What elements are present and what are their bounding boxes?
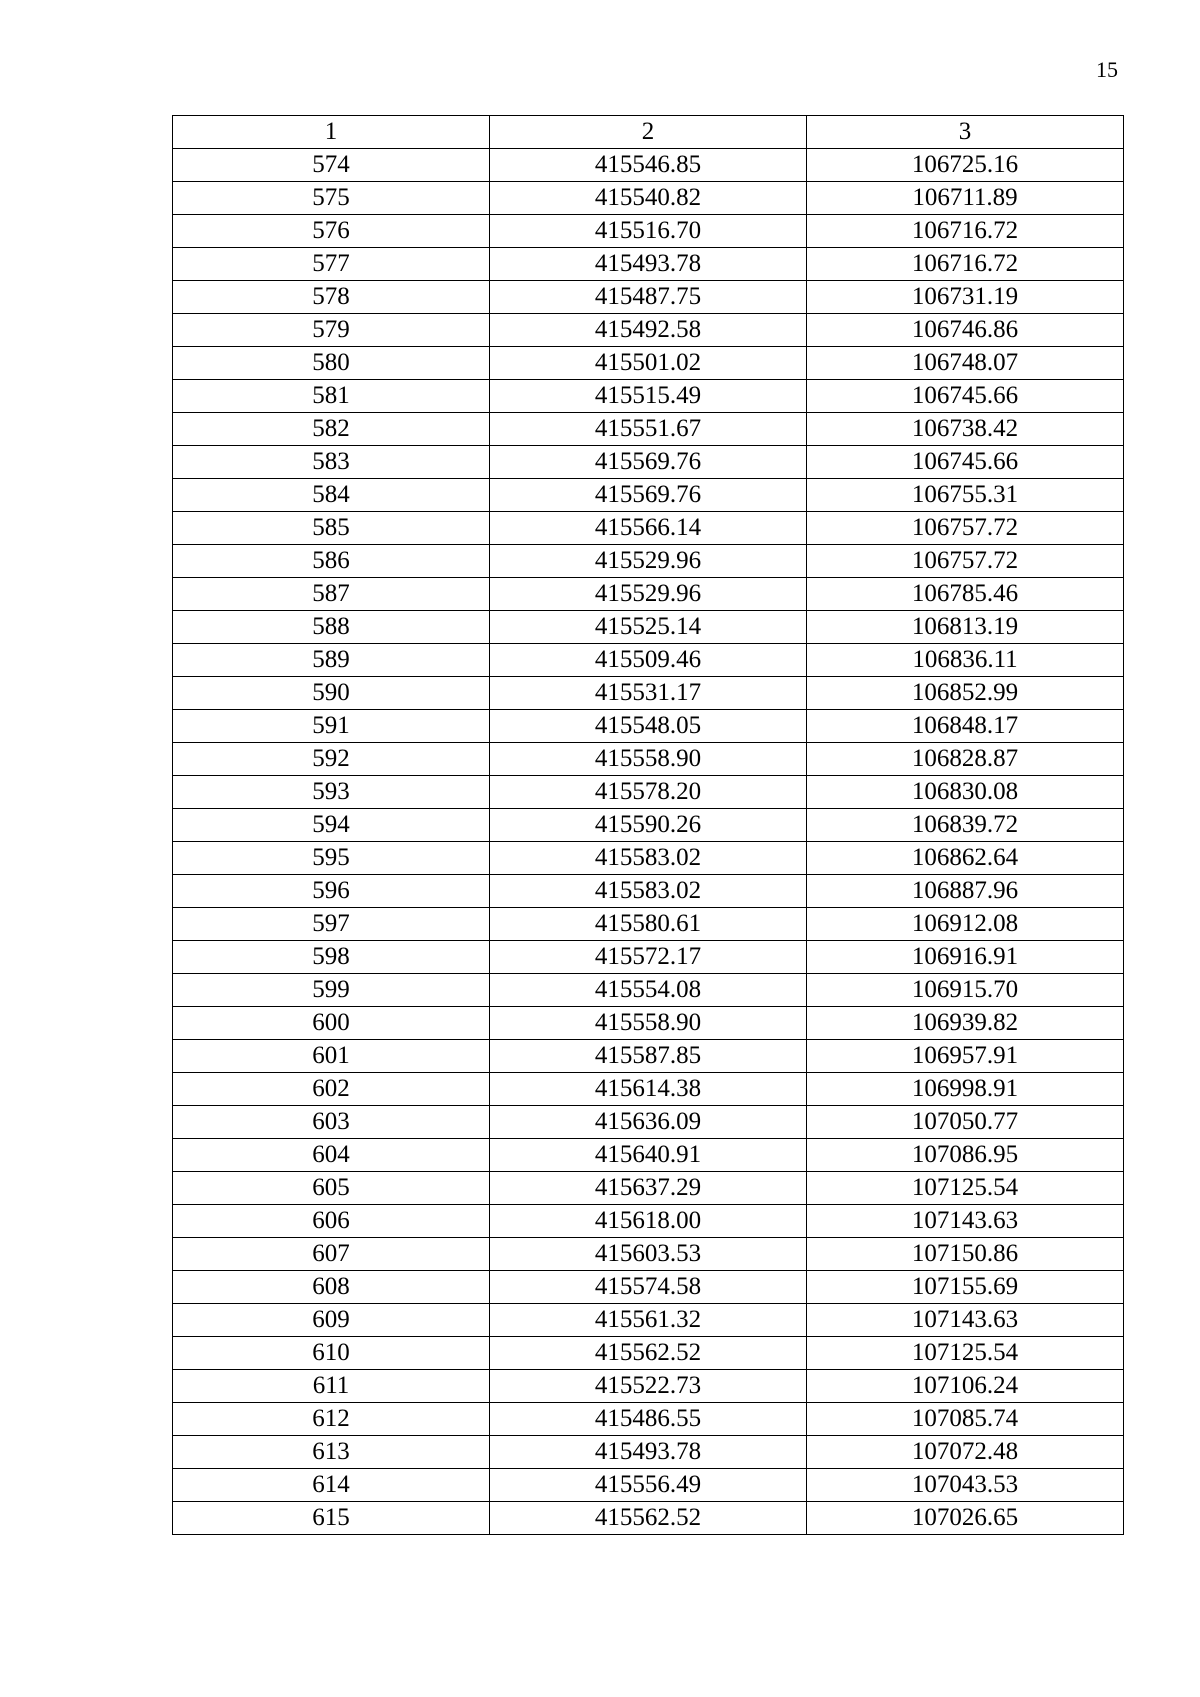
point-number-cell: 592 xyxy=(173,743,490,776)
table-row xyxy=(173,281,1124,314)
table-row xyxy=(173,314,1124,347)
coordinate-y-cell: 106939.82 xyxy=(807,1007,1124,1040)
table-row xyxy=(173,1040,1124,1073)
table-row xyxy=(173,1007,1124,1040)
table-row xyxy=(173,446,1124,479)
coordinate-y-cell: 106912.08 xyxy=(807,908,1124,941)
coordinate-x-cell: 415556.49 xyxy=(490,1469,807,1502)
coordinate-y-cell: 106957.91 xyxy=(807,1040,1124,1073)
table-row xyxy=(173,710,1124,743)
coordinate-x-cell: 415562.52 xyxy=(490,1502,807,1535)
coordinate-y-cell: 106887.96 xyxy=(807,875,1124,908)
table-row xyxy=(173,215,1124,248)
column-header-2: 2 xyxy=(490,116,807,149)
table-row xyxy=(173,545,1124,578)
table-row xyxy=(173,413,1124,446)
coordinate-x-cell: 415572.17 xyxy=(490,941,807,974)
coordinate-x-cell: 415558.90 xyxy=(490,1007,807,1040)
table-row xyxy=(173,1139,1124,1172)
table-row xyxy=(173,974,1124,1007)
table-row xyxy=(173,1403,1124,1436)
point-number-cell: 585 xyxy=(173,512,490,545)
coordinate-y-cell: 107150.86 xyxy=(807,1238,1124,1271)
table-row xyxy=(173,875,1124,908)
table-row xyxy=(173,1304,1124,1337)
table-row xyxy=(173,578,1124,611)
table-row xyxy=(173,1073,1124,1106)
coordinate-x-cell: 415561.32 xyxy=(490,1304,807,1337)
point-number-cell: 595 xyxy=(173,842,490,875)
coordinate-x-cell: 415640.91 xyxy=(490,1139,807,1172)
coordinate-x-cell: 415509.46 xyxy=(490,644,807,677)
table-row xyxy=(173,1172,1124,1205)
coordinate-y-cell: 106748.07 xyxy=(807,347,1124,380)
column-header-1: 1 xyxy=(173,116,490,149)
coordinate-x-cell: 415540.82 xyxy=(490,182,807,215)
coordinate-y-cell: 106916.91 xyxy=(807,941,1124,974)
coordinate-y-cell: 107043.53 xyxy=(807,1469,1124,1502)
coordinate-x-cell: 415574.58 xyxy=(490,1271,807,1304)
coordinate-y-cell: 106813.19 xyxy=(807,611,1124,644)
coordinate-x-cell: 415548.05 xyxy=(490,710,807,743)
coordinate-x-cell: 415493.78 xyxy=(490,1436,807,1469)
coordinate-y-cell: 107026.65 xyxy=(807,1502,1124,1535)
point-number-cell: 601 xyxy=(173,1040,490,1073)
table-row xyxy=(173,1106,1124,1139)
table-row xyxy=(173,248,1124,281)
table-row xyxy=(173,1238,1124,1271)
table-row xyxy=(173,347,1124,380)
coordinate-y-cell: 106848.17 xyxy=(807,710,1124,743)
coordinate-y-cell: 106828.87 xyxy=(807,743,1124,776)
column-header-3: 3 xyxy=(807,116,1124,149)
coordinate-x-cell: 415637.29 xyxy=(490,1172,807,1205)
coordinate-y-cell: 106725.16 xyxy=(807,149,1124,182)
coordinate-x-cell: 415590.26 xyxy=(490,809,807,842)
coordinate-y-cell: 106716.72 xyxy=(807,215,1124,248)
coordinate-x-cell: 415487.75 xyxy=(490,281,807,314)
point-number-cell: 598 xyxy=(173,941,490,974)
point-number-cell: 591 xyxy=(173,710,490,743)
coordinate-x-cell: 415516.70 xyxy=(490,215,807,248)
coordinate-x-cell: 415636.09 xyxy=(490,1106,807,1139)
point-number-cell: 584 xyxy=(173,479,490,512)
table-row xyxy=(173,149,1124,182)
coordinate-x-cell: 415492.58 xyxy=(490,314,807,347)
coordinate-y-cell: 106862.64 xyxy=(807,842,1124,875)
coordinate-x-cell: 415529.96 xyxy=(490,545,807,578)
coordinate-y-cell: 107072.48 xyxy=(807,1436,1124,1469)
coordinate-y-cell: 106998.91 xyxy=(807,1073,1124,1106)
coordinate-y-cell: 107086.95 xyxy=(807,1139,1124,1172)
point-number-cell: 578 xyxy=(173,281,490,314)
coordinates-table xyxy=(172,115,1124,1535)
point-number-cell: 600 xyxy=(173,1007,490,1040)
table-row xyxy=(173,644,1124,677)
coordinate-y-cell: 107125.54 xyxy=(807,1337,1124,1370)
coordinate-y-cell: 107106.24 xyxy=(807,1370,1124,1403)
coordinate-y-cell: 106716.72 xyxy=(807,248,1124,281)
point-number-cell: 603 xyxy=(173,1106,490,1139)
coordinate-x-cell: 415614.38 xyxy=(490,1073,807,1106)
coordinate-y-cell: 106836.11 xyxy=(807,644,1124,677)
coordinate-x-cell: 415486.55 xyxy=(490,1403,807,1436)
point-number-cell: 575 xyxy=(173,182,490,215)
coordinate-y-cell: 106757.72 xyxy=(807,512,1124,545)
table-row xyxy=(173,1370,1124,1403)
point-number-cell: 588 xyxy=(173,611,490,644)
coordinate-y-cell: 106755.31 xyxy=(807,479,1124,512)
coordinate-x-cell: 415493.78 xyxy=(490,248,807,281)
coordinate-y-cell: 107143.63 xyxy=(807,1205,1124,1238)
coordinate-y-cell: 106746.86 xyxy=(807,314,1124,347)
table-row xyxy=(173,1271,1124,1304)
coordinate-x-cell: 415554.08 xyxy=(490,974,807,1007)
coordinate-y-cell: 106839.72 xyxy=(807,809,1124,842)
coordinate-x-cell: 415522.73 xyxy=(490,1370,807,1403)
coordinate-y-cell: 106830.08 xyxy=(807,776,1124,809)
coordinate-y-cell: 106738.42 xyxy=(807,413,1124,446)
point-number-cell: 599 xyxy=(173,974,490,1007)
coordinate-y-cell: 106757.72 xyxy=(807,545,1124,578)
coordinate-y-cell: 106915.70 xyxy=(807,974,1124,1007)
point-number-cell: 608 xyxy=(173,1271,490,1304)
point-number-cell: 582 xyxy=(173,413,490,446)
point-number-cell: 580 xyxy=(173,347,490,380)
point-number-cell: 606 xyxy=(173,1205,490,1238)
table-row xyxy=(173,842,1124,875)
coordinate-x-cell: 415566.14 xyxy=(490,512,807,545)
point-number-cell: 597 xyxy=(173,908,490,941)
point-number-cell: 610 xyxy=(173,1337,490,1370)
table-row xyxy=(173,1337,1124,1370)
point-number-cell: 612 xyxy=(173,1403,490,1436)
coordinate-x-cell: 415569.76 xyxy=(490,446,807,479)
coordinate-y-cell: 106745.66 xyxy=(807,380,1124,413)
coordinate-x-cell: 415558.90 xyxy=(490,743,807,776)
table-row xyxy=(173,479,1124,512)
point-number-cell: 596 xyxy=(173,875,490,908)
table-row xyxy=(173,182,1124,215)
point-number-cell: 583 xyxy=(173,446,490,479)
point-number-cell: 605 xyxy=(173,1172,490,1205)
table-row xyxy=(173,908,1124,941)
point-number-cell: 587 xyxy=(173,578,490,611)
page-number: 15 xyxy=(1096,57,1118,82)
point-number-cell: 594 xyxy=(173,809,490,842)
table-row xyxy=(173,512,1124,545)
point-number-cell: 590 xyxy=(173,677,490,710)
coordinate-x-cell: 415525.14 xyxy=(490,611,807,644)
coordinate-x-cell: 415515.49 xyxy=(490,380,807,413)
point-number-cell: 615 xyxy=(173,1502,490,1535)
table-row xyxy=(173,1205,1124,1238)
coordinate-x-cell: 415618.00 xyxy=(490,1205,807,1238)
coordinate-y-cell: 107155.69 xyxy=(807,1271,1124,1304)
coordinate-x-cell: 415587.85 xyxy=(490,1040,807,1073)
header-row xyxy=(173,116,1124,149)
point-number-cell: 611 xyxy=(173,1370,490,1403)
coordinate-y-cell: 106745.66 xyxy=(807,446,1124,479)
point-number-cell: 579 xyxy=(173,314,490,347)
point-number-cell: 577 xyxy=(173,248,490,281)
table-row xyxy=(173,380,1124,413)
point-number-cell: 589 xyxy=(173,644,490,677)
table-row xyxy=(173,611,1124,644)
table-row xyxy=(173,1469,1124,1502)
coordinate-y-cell: 106711.89 xyxy=(807,182,1124,215)
coordinate-y-cell: 107125.54 xyxy=(807,1172,1124,1205)
coordinate-x-cell: 415603.53 xyxy=(490,1238,807,1271)
coordinate-y-cell: 107143.63 xyxy=(807,1304,1124,1337)
coordinate-y-cell: 107085.74 xyxy=(807,1403,1124,1436)
point-number-cell: 613 xyxy=(173,1436,490,1469)
coordinate-x-cell: 415583.02 xyxy=(490,842,807,875)
coordinate-x-cell: 415580.61 xyxy=(490,908,807,941)
table-row xyxy=(173,1502,1124,1535)
coordinate-x-cell: 415501.02 xyxy=(490,347,807,380)
point-number-cell: 614 xyxy=(173,1469,490,1502)
table-row xyxy=(173,743,1124,776)
coordinate-x-cell: 415569.76 xyxy=(490,479,807,512)
table-row xyxy=(173,677,1124,710)
point-number-cell: 593 xyxy=(173,776,490,809)
table-row xyxy=(173,776,1124,809)
coordinate-x-cell: 415551.67 xyxy=(490,413,807,446)
coordinate-y-cell: 106731.19 xyxy=(807,281,1124,314)
point-number-cell: 609 xyxy=(173,1304,490,1337)
point-number-cell: 602 xyxy=(173,1073,490,1106)
point-number-cell: 586 xyxy=(173,545,490,578)
point-number-cell: 574 xyxy=(173,149,490,182)
coordinate-x-cell: 415578.20 xyxy=(490,776,807,809)
coordinate-x-cell: 415529.96 xyxy=(490,578,807,611)
table-row xyxy=(173,941,1124,974)
coordinate-x-cell: 415531.17 xyxy=(490,677,807,710)
point-number-cell: 581 xyxy=(173,380,490,413)
table-row xyxy=(173,809,1124,842)
point-number-cell: 604 xyxy=(173,1139,490,1172)
point-number-cell: 607 xyxy=(173,1238,490,1271)
table-body xyxy=(173,149,1124,1535)
coordinate-x-cell: 415546.85 xyxy=(490,149,807,182)
coordinate-y-cell: 107050.77 xyxy=(807,1106,1124,1139)
coordinate-x-cell: 415562.52 xyxy=(490,1337,807,1370)
point-number-cell: 576 xyxy=(173,215,490,248)
coordinate-x-cell: 415583.02 xyxy=(490,875,807,908)
coordinate-y-cell: 106852.99 xyxy=(807,677,1124,710)
table-row xyxy=(173,1436,1124,1469)
table-header xyxy=(173,116,1124,149)
coordinate-y-cell: 106785.46 xyxy=(807,578,1124,611)
